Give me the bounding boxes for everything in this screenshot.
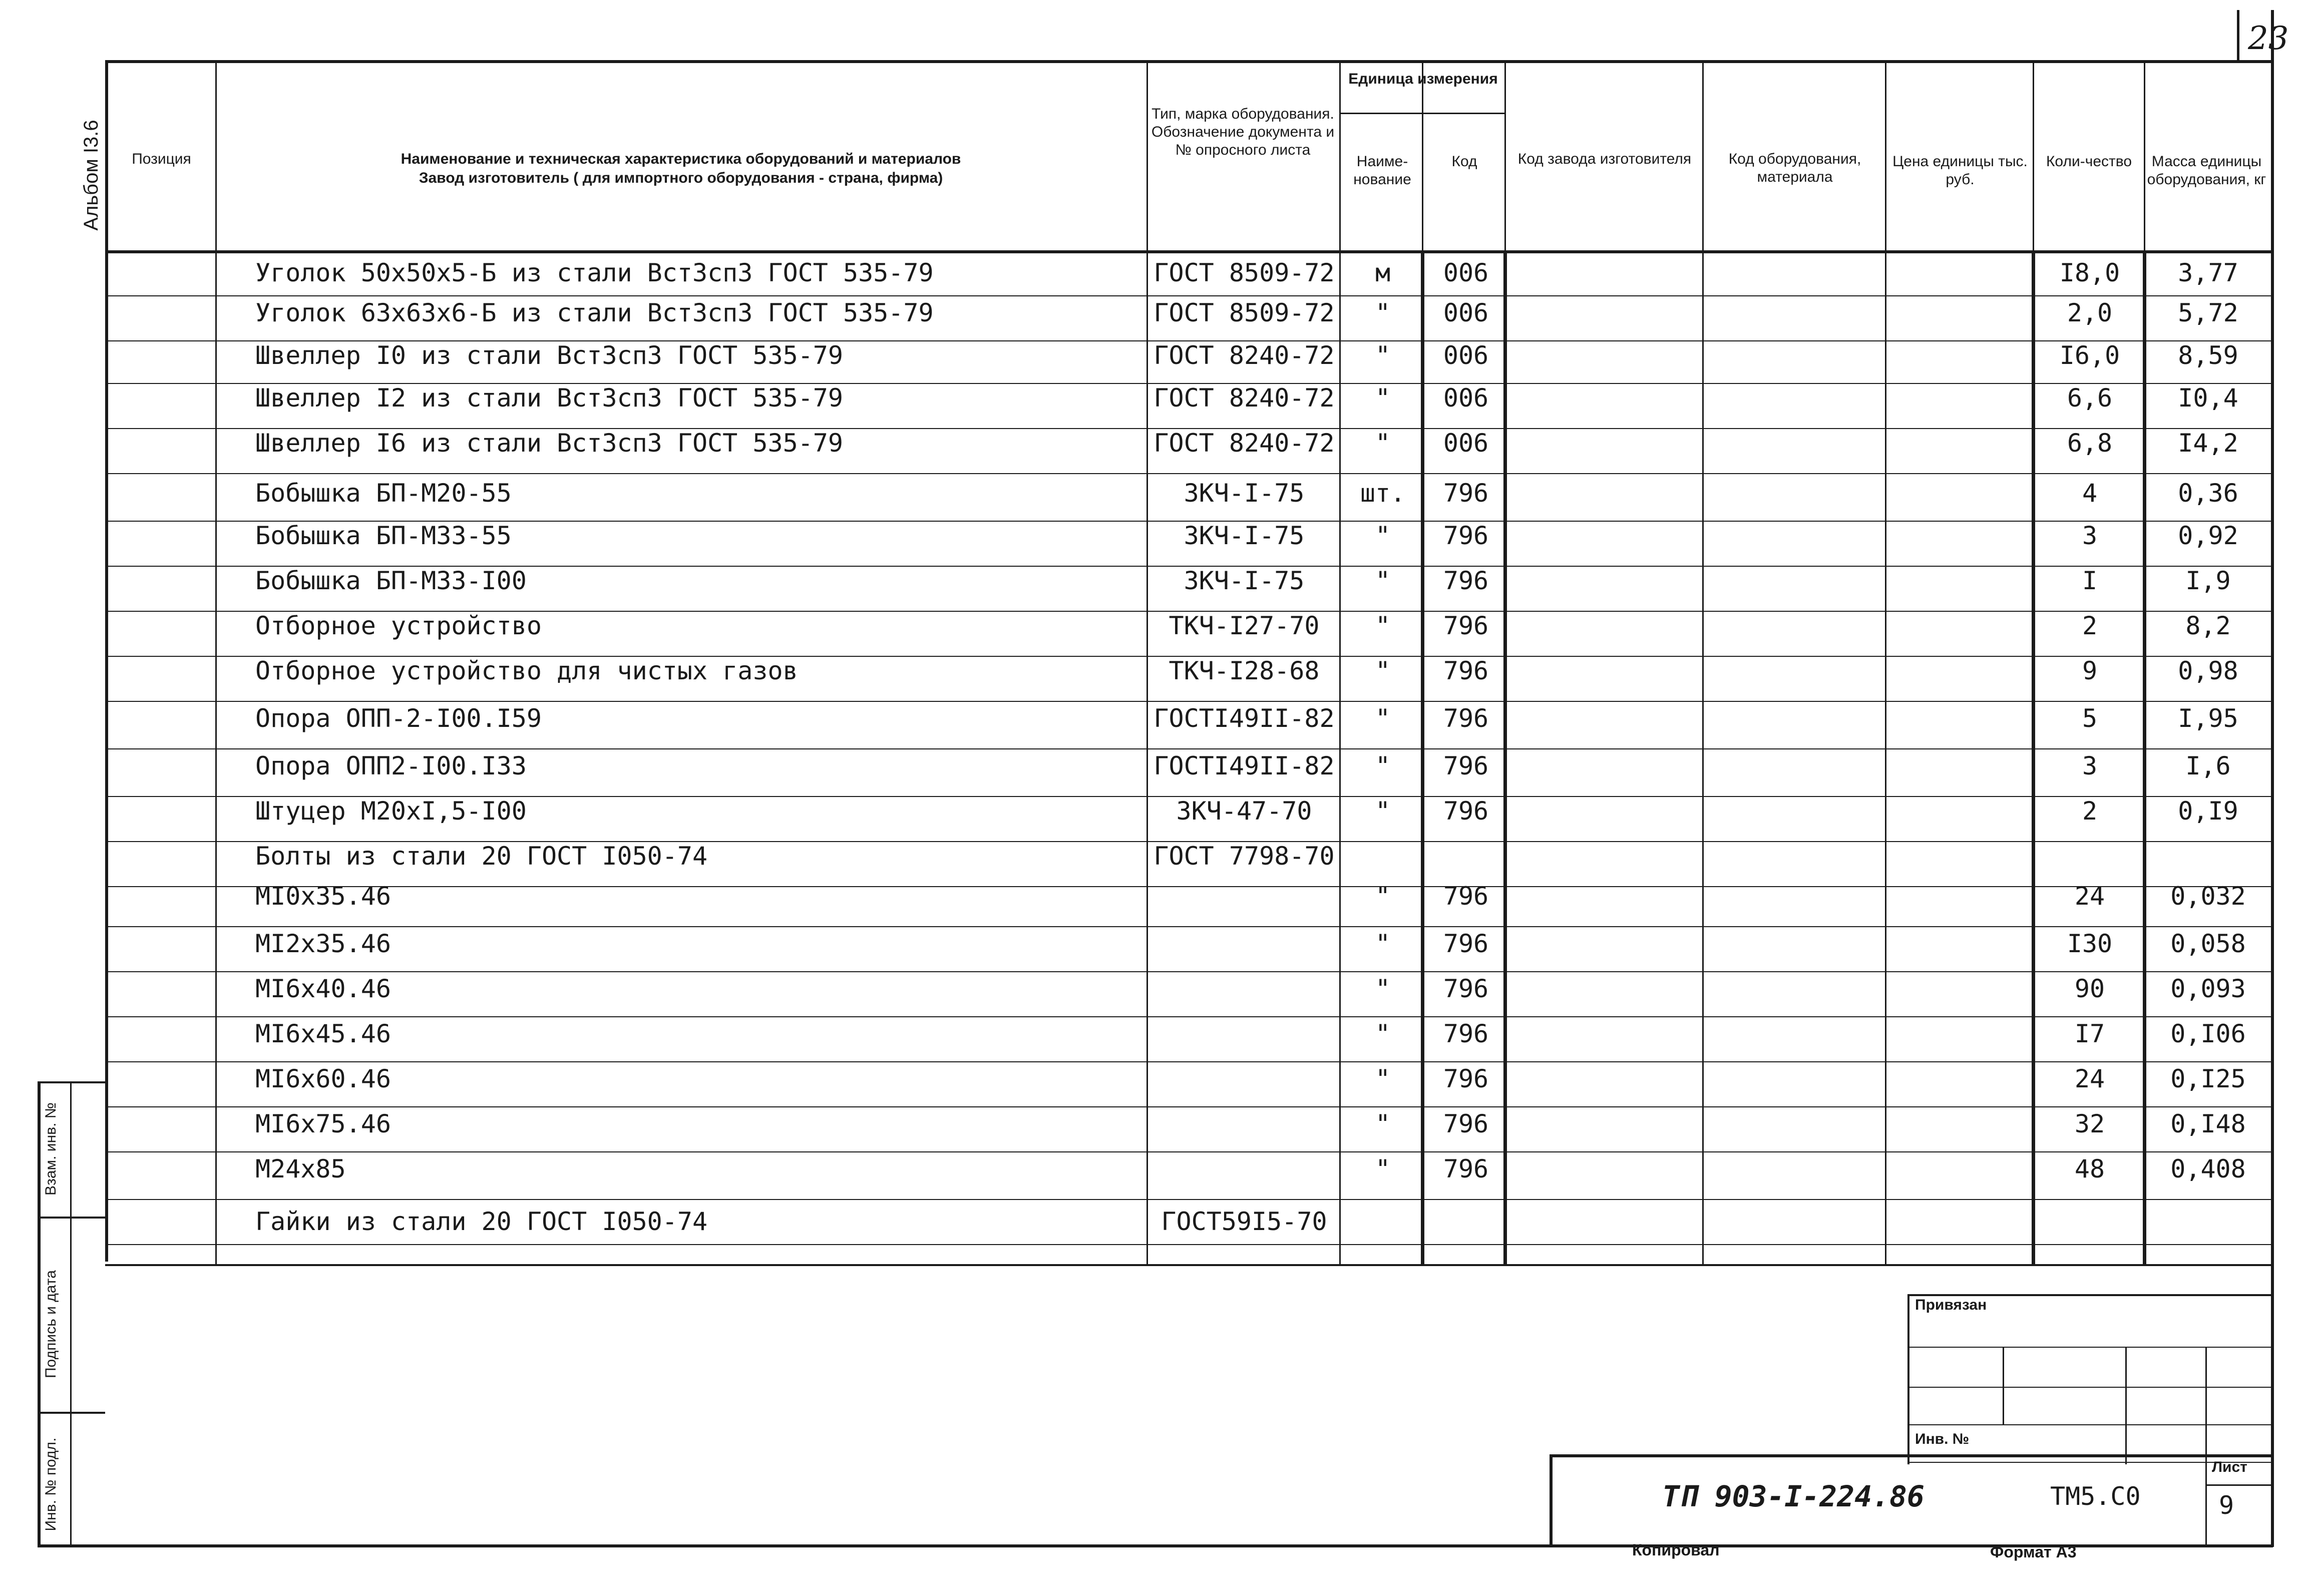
rule-line (105, 1264, 2271, 1266)
row-mass: 0,I25 (2170, 1064, 2246, 1093)
rule-line (105, 971, 2271, 972)
row-quantity: 2 (2082, 796, 2098, 826)
rule-line (105, 926, 2271, 927)
row-mass: 0,093 (2170, 974, 2246, 1003)
rule-line (70, 1081, 72, 1547)
row-name: Штуцер М20хI,5-I00 (255, 796, 527, 826)
row-unit: " (1375, 929, 1391, 958)
row-code: 006 (1443, 341, 1489, 370)
sheet-corner-number: 23 (2248, 20, 2289, 57)
title-inv-no: Инв. № (1915, 1431, 1970, 1447)
rule-line (2125, 1347, 2127, 1464)
rule-line (2205, 1347, 2207, 1547)
title-doc-number: ТП 903-I-224.86 (1662, 1479, 1925, 1513)
row-quantity: 2,0 (2067, 298, 2113, 327)
row-mass: 0,I48 (2170, 1109, 2246, 1138)
row-code: 796 (1443, 1154, 1489, 1183)
rule-line (105, 473, 2271, 474)
row-code: 796 (1443, 704, 1489, 733)
footer-kopiroval: Копировал (1632, 1541, 1720, 1559)
row-name: Опора ОПП-2-I00.I59 (255, 704, 542, 733)
row-quantity: 48 (2074, 1154, 2105, 1183)
title-doc-code: ТМ5.С0 (2050, 1482, 2141, 1511)
rule-line (105, 1016, 2271, 1017)
row-mass: 0,058 (2170, 929, 2246, 958)
row-quantity: 6,6 (2067, 383, 2113, 413)
row-name: Швеллер I6 из стали ВстЗсп3 ГОСТ 535-79 (255, 429, 843, 458)
row-quantity: I6,0 (2059, 341, 2120, 370)
row-type: ГОСТI49II-82 (1154, 751, 1335, 780)
row-name: МI6х75.46 (255, 1109, 391, 1138)
row-code: 796 (1443, 656, 1489, 685)
row-type: ГОСТI49II-82 (1154, 704, 1335, 733)
header-quantity: Коли-чество (2046, 153, 2132, 170)
header-unit-name: Наиме-нование (1353, 153, 1411, 188)
rule-line (2205, 1484, 2271, 1486)
row-code: 796 (1443, 611, 1489, 640)
row-type: ГОСТ 8240-72 (1154, 341, 1335, 370)
row-type: ГОСТ 7798-70 (1154, 842, 1335, 871)
row-unit: " (1375, 429, 1391, 458)
row-unit: " (1375, 298, 1391, 327)
rule-line (2032, 250, 2035, 1264)
row-code: 796 (1443, 1019, 1489, 1048)
side-stamp-inv: Инв. № подл. (43, 1437, 59, 1531)
row-code: 796 (1443, 751, 1489, 780)
side-stamp-podpis: Подпись и дата (43, 1270, 59, 1378)
header-name-line1: Наименование и техническая характеристика оборудований и материалов (401, 151, 961, 167)
album-label: Альбом I3.6 (80, 120, 102, 231)
rule-line (1885, 60, 1886, 1264)
row-unit: " (1375, 1019, 1391, 1048)
rule-line (1907, 1347, 2271, 1348)
rule-line (105, 295, 2271, 296)
row-unit: " (1375, 882, 1391, 911)
row-name: Гайки из стали 20 ГОСТ I050-74 (255, 1207, 708, 1236)
row-unit: " (1375, 611, 1391, 640)
rule-line (1907, 1424, 2271, 1425)
row-mass: 0,92 (2178, 521, 2238, 550)
row-mass: 0,032 (2170, 882, 2246, 911)
row-code: 796 (1443, 1109, 1489, 1138)
row-unit: " (1375, 383, 1391, 413)
row-unit: " (1375, 656, 1391, 685)
rule-line (1550, 1454, 1553, 1547)
rule-line (105, 250, 2271, 253)
row-quantity: 32 (2074, 1109, 2105, 1138)
row-unit: шт. (1360, 479, 1406, 508)
row-mass: I4,2 (2178, 429, 2238, 458)
header-plant-code: Код завода изготовителя (1517, 151, 1692, 167)
row-quantity: 5 (2082, 704, 2098, 733)
row-name: Бобышка БП-М33-I00 (255, 566, 527, 595)
header-unit-code: Код (1451, 153, 1477, 170)
row-unit: " (1375, 566, 1391, 595)
rule-line (105, 1244, 2271, 1245)
row-unit: " (1375, 341, 1391, 370)
row-quantity: 9 (2082, 656, 2098, 685)
rule-line (1907, 1294, 1909, 1464)
row-code: 796 (1443, 479, 1489, 508)
row-unit: " (1375, 751, 1391, 780)
rule-line (105, 60, 108, 1262)
header-name-line2: Завод изготовитель ( для импортного оборудования - страна, фирма) (419, 170, 943, 186)
row-quantity: I (2082, 566, 2098, 595)
row-code: 796 (1443, 929, 1489, 958)
row-code: 006 (1443, 258, 1489, 287)
rule-line (105, 60, 2273, 63)
title-privyazan: Привязан (1915, 1297, 1987, 1313)
row-name: МI6х45.46 (255, 1019, 391, 1048)
rule-line (105, 701, 2271, 702)
rule-line (215, 60, 217, 1264)
row-unit: " (1375, 704, 1391, 733)
row-mass: 8,2 (2185, 611, 2231, 640)
row-code: 796 (1443, 1064, 1489, 1093)
row-name: Уголок 50х50х5-Б из стали ВстЗсп3 ГОСТ 535-79 (255, 258, 934, 287)
row-name: МI6х60.46 (255, 1064, 391, 1093)
header-position: Позиция (132, 151, 191, 167)
rule-line (1339, 60, 1341, 1264)
row-name: Бобышка БП-М20-55 (255, 479, 512, 508)
header-unit-group: Единица измерения (1348, 71, 1498, 87)
row-mass: 5,72 (2178, 298, 2238, 327)
row-quantity: 90 (2074, 974, 2105, 1003)
row-name: МI0х35.46 (255, 882, 391, 911)
header-price: Цена единицы тыс. руб. (1892, 153, 2028, 188)
rule-line (38, 1544, 2273, 1547)
row-code: 796 (1443, 796, 1489, 826)
row-code: 796 (1443, 882, 1489, 911)
row-mass: 0,98 (2178, 656, 2238, 685)
row-code: 796 (1443, 521, 1489, 550)
row-mass: I,6 (2185, 751, 2231, 780)
row-mass: I,9 (2185, 566, 2231, 595)
row-quantity: 2 (2082, 611, 2098, 640)
row-type: ТКЧ-I28-68 (1169, 656, 1320, 685)
row-quantity: 6,8 (2067, 429, 2113, 458)
header-type: Тип, марка оборудования. Обозначение документа и № опросного листа (1151, 106, 1335, 158)
row-type: ЗКЧ-I-75 (1184, 521, 1305, 550)
row-mass: I,95 (2178, 704, 2238, 733)
row-type: ТКЧ-I27-70 (1169, 611, 1320, 640)
row-name: Уголок 63х63х6-Б из стали ВстЗсп3 ГОСТ 535-79 (255, 298, 934, 327)
rule-line (1702, 60, 1704, 1264)
row-code: 006 (1443, 298, 1489, 327)
row-unit: " (1375, 521, 1391, 550)
title-list-number: 9 (2219, 1491, 2234, 1520)
footer-format: Формат А3 (1990, 1543, 2077, 1561)
row-mass: 0,I9 (2178, 796, 2238, 826)
row-code: 796 (1443, 974, 1489, 1003)
row-name: Болты из стали 20 ГОСТ I050-74 (255, 842, 708, 871)
rule-line (2143, 250, 2146, 1264)
rule-line (38, 1081, 41, 1547)
row-unit: м (1375, 258, 1391, 287)
row-type: ГОСТ 8240-72 (1154, 383, 1335, 413)
row-mass: 0,I06 (2170, 1019, 2246, 1048)
row-name: М24х85 (255, 1154, 346, 1183)
row-type: ЗКЧ-I-75 (1184, 566, 1305, 595)
rule-line (105, 1061, 2271, 1062)
header-equipment-code: Код оборудования, материала (1728, 151, 1861, 185)
rule-line (1550, 1454, 2271, 1457)
row-code: 006 (1443, 383, 1489, 413)
rule-line (105, 1151, 2271, 1152)
row-mass: I0,4 (2178, 383, 2238, 413)
row-unit: " (1375, 796, 1391, 826)
row-mass: 0,36 (2178, 479, 2238, 508)
row-quantity: I30 (2067, 929, 2113, 958)
row-name: Швеллер I2 из стали ВстЗсп3 ГОСТ 535-79 (255, 383, 843, 413)
row-type: ГОСТ 8509-72 (1154, 298, 1335, 327)
row-name: МI2х35.46 (255, 929, 391, 958)
row-code: 796 (1443, 566, 1489, 595)
row-type: ГОСТ 8509-72 (1154, 258, 1335, 287)
row-name: Швеллер I0 из стали ВстЗсп3 ГОСТ 535-79 (255, 341, 843, 370)
rule-line (1146, 60, 1148, 1264)
row-mass: 8,59 (2178, 341, 2238, 370)
rule-line (2271, 10, 2274, 1547)
header-mass: Масса единицы оборудования, кг (2147, 153, 2266, 188)
row-unit: " (1375, 1064, 1391, 1093)
rule-line (2237, 10, 2239, 63)
side-stamp-vzam: Взам. инв. № (43, 1102, 59, 1195)
row-name: МI6х40.46 (255, 974, 391, 1003)
rule-line (105, 1199, 2271, 1200)
rule-line (1907, 1294, 2271, 1296)
row-name: Отборное устройство для чистых газов (255, 656, 798, 685)
row-quantity: 3 (2082, 521, 2098, 550)
row-name: Опора ОПП2-I00.I33 (255, 751, 527, 780)
title-list-label: Лист (2212, 1459, 2247, 1475)
row-unit: " (1375, 974, 1391, 1003)
row-quantity: 24 (2074, 1064, 2105, 1093)
row-mass: 0,408 (2170, 1154, 2246, 1183)
rule-line (1907, 1387, 2271, 1388)
row-type: ЗКЧ-47-70 (1176, 796, 1312, 826)
row-type: ГОСТ59I5-70 (1161, 1207, 1327, 1236)
row-quantity: I7 (2074, 1019, 2105, 1048)
row-name: Бобышка БП-М33-55 (255, 521, 512, 550)
row-quantity: 4 (2082, 479, 2098, 508)
row-mass: 3,77 (2178, 258, 2238, 287)
row-quantity: I8,0 (2059, 258, 2120, 287)
rule-line (105, 1106, 2271, 1107)
row-quantity: 3 (2082, 751, 2098, 780)
row-code: 006 (1443, 429, 1489, 458)
row-unit: " (1375, 1154, 1391, 1183)
row-name: Отборное устройство (255, 611, 542, 640)
row-type: ГОСТ 8240-72 (1154, 429, 1335, 458)
rule-line (105, 748, 2271, 749)
row-unit: " (1375, 1109, 1391, 1138)
row-quantity: 24 (2074, 882, 2105, 911)
row-type: ЗКЧ-I-75 (1184, 479, 1305, 508)
rule-line (2003, 1347, 2004, 1424)
